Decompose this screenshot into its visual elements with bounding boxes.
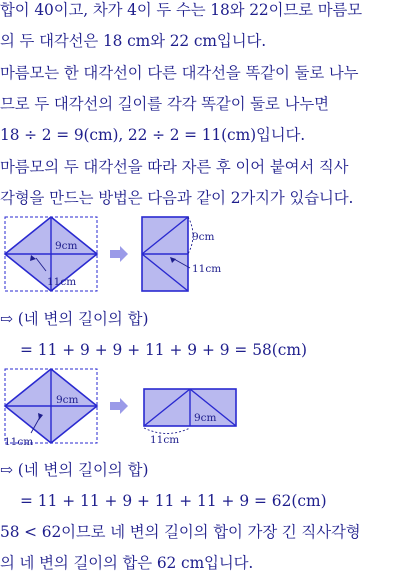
measure-curve-11cm	[144, 428, 190, 434]
text-line-5: 18 ÷ 2 = 9(cm), 22 ÷ 2 = 11(cm)입니다.	[0, 126, 306, 144]
text-line-9: 의 네 변의 길이의 합은 62 cm입니다.	[0, 554, 254, 572]
method-2-equation: = 11 + 11 + 9 + 11 + 11 + 9 = 62(cm)	[20, 492, 327, 510]
label-11cm-right: 11cm	[192, 263, 222, 275]
label-9cm-right: 9cm	[192, 231, 215, 243]
label-9cm-right-2: 9cm	[194, 412, 217, 424]
text-line-7: 각형을 만드는 방법은 다음과 같이 2가지가 있습니다.	[0, 189, 354, 207]
method-2-heading: ⇨ (네 변의 길이의 합)	[0, 461, 149, 479]
arrow-right-icon-2	[110, 398, 128, 414]
text-line-6: 마름모의 두 대각선을 따라 자른 후 이어 붙여서 직사	[0, 158, 349, 176]
text-line-3: 마름모는 한 대각선이 다른 대각선을 똑같이 둘로 나누	[0, 64, 359, 82]
method-1-equation: = 11 + 9 + 9 + 11 + 9 + 9 = 58(cm)	[20, 341, 308, 359]
figure-method-1	[0, 215, 400, 295]
text-line-8: 58 < 62이므로 네 변의 길이의 합이 가장 긴 직사각형	[0, 523, 361, 541]
label-11cm-left: 11cm	[47, 276, 77, 288]
label-9cm-left: 9cm	[55, 240, 78, 252]
label-9cm-left-2: 9cm	[56, 394, 79, 406]
text-line-4: 므로 두 대각선의 길이를 각각 똑같이 둘로 나누면	[0, 95, 329, 113]
text-line-2: 의 두 대각선은 18 cm와 22 cm입니다.	[0, 32, 267, 50]
arrow-right-icon	[110, 246, 128, 262]
method-1-heading: ⇨ (네 변의 길이의 합)	[0, 310, 149, 328]
label-11cm-left-2: 11cm	[4, 436, 34, 447]
figure-method-2	[0, 367, 400, 447]
label-11cm-right-2: 11cm	[150, 434, 180, 446]
text-line-1: 합이 40이고, 차가 4이 두 수는 18와 22이므로 마름모	[0, 1, 363, 19]
